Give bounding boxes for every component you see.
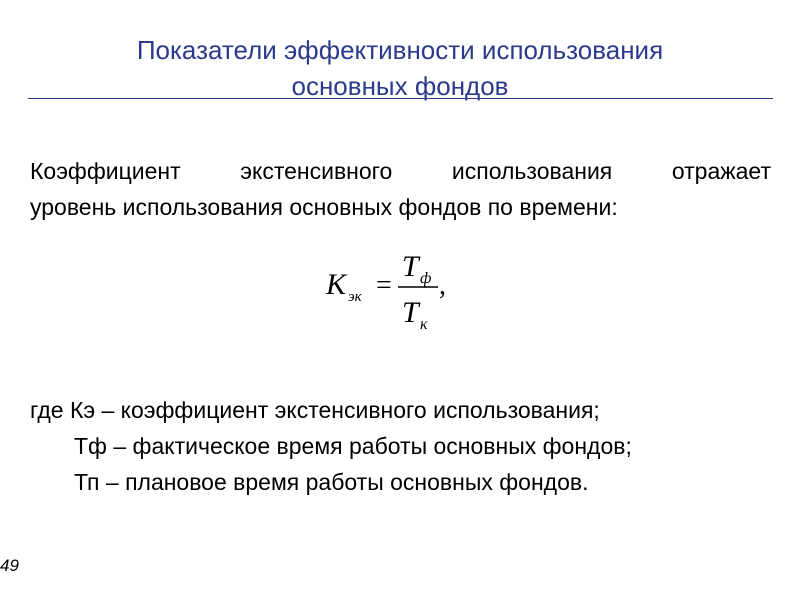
definitions-list — [30, 392, 771, 500]
slide-title — [0, 32, 800, 104]
formula-numerator-symbol: T — [402, 250, 419, 283]
formula-numerator-subscript: ф — [420, 270, 432, 287]
definition-line-2: Тф – фактическое время работы основных фондов; — [74, 433, 632, 459]
paragraph-line-1: Коэффициент экстенсивного использования отражает — [30, 158, 771, 184]
slide-title-line-1: Показатели эффективности использования — [136, 35, 664, 65]
paragraph-line-2: уровень использования основных фондов по времени: — [30, 194, 618, 220]
definition-line-3: Тп – плановое время работы основных фондов. — [74, 469, 589, 495]
formula — [322, 244, 472, 344]
definition-line-1: где Кэ – коэффициент экстенсивного использования; — [30, 397, 600, 423]
title-underline — [28, 98, 773, 99]
formula-equals-sign: = — [376, 270, 392, 301]
formula-trailing-comma: , — [439, 270, 446, 301]
slide-title-line-2: основных фондов — [291, 71, 509, 101]
formula-svg — [322, 244, 472, 344]
formula-lhs-symbol: K — [326, 268, 347, 301]
description-paragraph — [30, 153, 771, 225]
formula-denominator-subscript: к — [420, 316, 428, 333]
formula-denominator-symbol: T — [402, 296, 419, 329]
slide-number: 49 — [0, 556, 19, 575]
formula-lhs-subscript: эк — [348, 289, 362, 305]
